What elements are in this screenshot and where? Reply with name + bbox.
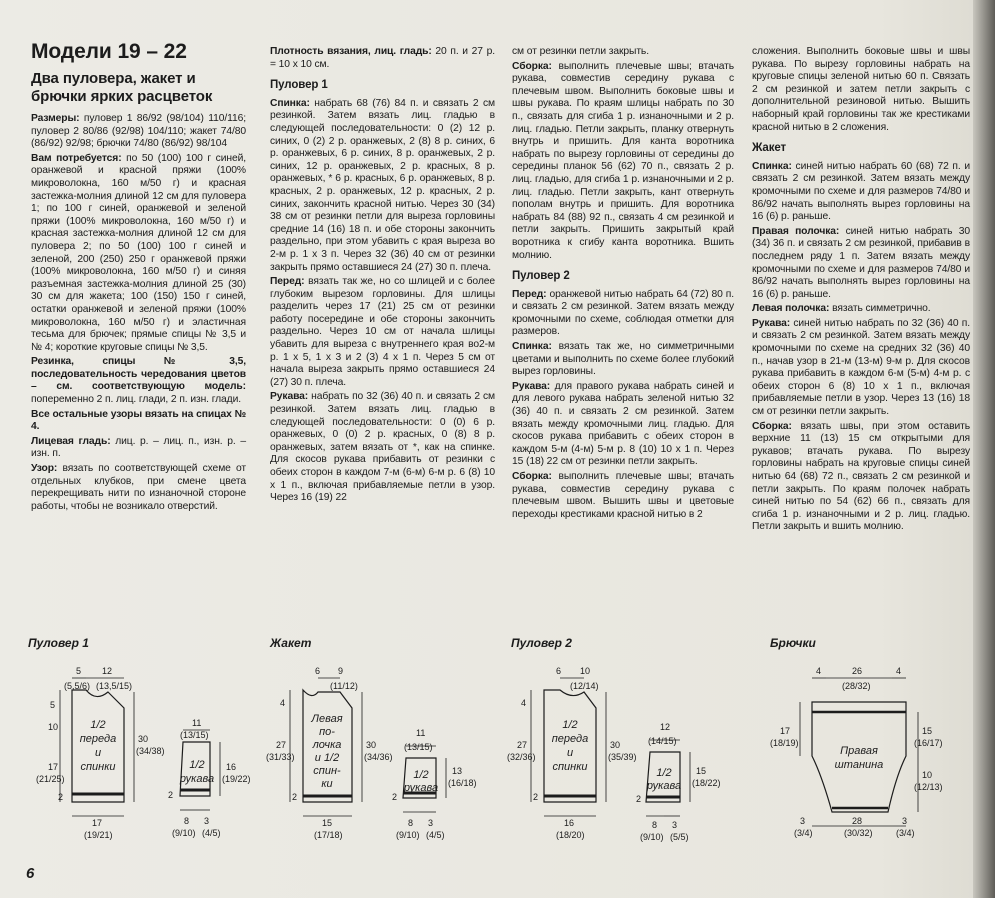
dim: 4 — [280, 698, 286, 708]
back-2-label: Спинка: — [512, 341, 552, 353]
front-text: вязать так же, но со шлицей и с более глубоким вырезом горловины. Для шлицы разделить через 17 (21) 25 см от резинки работу посередине и обе стороны закончить раздельно. Через 10 см от начала шлицы убавить для выреза с внутреннего края во2-м р. 1 x 5, 1 x 3 и 2 (3) 4 x 1 п. Через 5 см от начала выреза закрыть прямо оставшиеся 24 (27) 30 п. плеча. — [270, 276, 495, 388]
dim: 10 — [580, 666, 591, 676]
dim: (13/15) — [404, 742, 433, 752]
dim: 2 — [636, 794, 642, 804]
dim: (5/5) — [670, 832, 689, 842]
front-2-paragraph — [512, 289, 734, 339]
section-heading-jacket: Жакет — [752, 142, 787, 155]
pattern-paragraph — [31, 463, 246, 513]
dim: 17 — [48, 762, 59, 772]
dim: 2 — [168, 790, 174, 800]
front-paragraph — [270, 276, 495, 389]
jacket-sleeves-label: Рукава: — [752, 317, 791, 329]
dim: 8 — [184, 816, 190, 826]
dim: (18/19) — [770, 738, 799, 748]
jacket-piece-label-1: Левая — [311, 713, 343, 725]
pullover-1-piece-label-2: переда — [79, 733, 117, 745]
dim: (28/32) — [842, 681, 871, 691]
dim: (31/33) — [266, 752, 295, 762]
dim: (21/25) — [36, 774, 65, 784]
diagram-title-trousers: Брючки — [770, 636, 816, 650]
dim: 3 — [902, 816, 908, 826]
dim: 27 — [276, 740, 287, 750]
dim: (4/5) — [426, 830, 445, 840]
pullover-2-piece-label-2: переда — [551, 733, 589, 745]
patterns-note-text: Все остальные узоры вязать на спицах № 4. — [31, 408, 246, 433]
dim: (3/4) — [794, 828, 813, 838]
back-paragraph — [270, 98, 495, 274]
sleeves-text: набрать по 32 (36) 40 п. и связать 2 см резинкой. Затем вязать лиц. гладью в следующей последовательности: 0 (0) 6 р. оранжевых, 0 (0) 2 р. красных, 0 (8) 8 р. оранжевых, затем вязать от *, как на спинке. Для скосов рукава прибавить от резинки с обеих сторон в каждом 7-м (6-м) 6-м р. 6 (8) 10 x 1 п., включая прибавляемые петли в узор. Через 16 (19) 22 — [270, 391, 495, 504]
dim: 16 — [226, 762, 237, 772]
materials-label: Вам потребуется: — [31, 152, 122, 164]
dim: 2 — [533, 792, 539, 802]
section-heading-pullover-2: Пуловер 2 — [512, 270, 570, 283]
jacket-piece-label-4: и 1/2 — [314, 752, 340, 764]
dim: (13/15) — [180, 730, 209, 740]
dim: 16 — [564, 818, 575, 828]
rib-text: попеременно 2 п. лиц. глади, 2 п. изн. глади. — [31, 394, 241, 406]
gauge-paragraph — [270, 46, 495, 71]
back-text: набрать 68 (76) 84 п. и связать 2 см резинкой. Затем вязать лиц. гладью в следующей последовательности: 0 (2) 12 р. синих, 0 (2) 2 р. оранжевых, 2 (8) 8 р. синих, 6 р. оранжевых, 6 р. синих, 8 р. оранжевых, 2 р. синих, 12 р. оранжевых, 2 р. красных, 8 р. оранжевых, * 6 р. красных, 6 р. оранжевых, 8 р. красных, 2 р. оранжевых, 12 р. красных, 2 р. синих, закончить красной нитью. Через 30 (34) 38 см от резинки петли для выреза горловины средние 14 (16) 18 п. и обе стороны закончить раздельно, при этом убавить с края выреза во 2-м р. 1 x 3 п. Через 32 (36) 40 см от резинки закрыть прямо оставшиеся 24 (27) 30 п. плеча. — [270, 97, 495, 273]
jacket-back-label: Спинка: — [752, 160, 792, 172]
left-front-text: вязать симметрично. — [829, 303, 931, 315]
pullover-1-body-outline — [72, 690, 124, 802]
rib-paragraph — [31, 356, 246, 406]
schematics-area — [0, 630, 975, 845]
dim: (19/21) — [84, 830, 113, 840]
schematic-labels — [36, 666, 943, 842]
models-title: Модели 19 – 22 — [31, 40, 187, 63]
dim: 5 — [50, 700, 56, 710]
sizes-paragraph — [31, 113, 246, 151]
dim: 26 — [852, 666, 863, 676]
jacket-piece-label-5: спин- — [313, 765, 341, 777]
left-front-paragraph — [752, 303, 970, 316]
dim: 3 — [672, 820, 678, 830]
pullover-2-piece-label-1: 1/2 — [562, 719, 578, 731]
section-heading-pullover-1: Пуловер 1 — [270, 79, 328, 92]
pullover-1-piece-label-3: и — [94, 747, 102, 759]
dim: (12/13) — [914, 782, 943, 792]
right-front-label: Правая полочка: — [752, 225, 840, 237]
pullover-1-piece-label-4: спинки — [80, 761, 116, 773]
assembly-2-continued: сложения. Выполнить боковые швы и швы рукава. По вырезу горловины набрать на круговые спицы зеленой нитью 60 п. Связать 2 см резинкой и затем петли закрыть с дополнительной резиновой нитью. Вышить наборный край горловины так же крестиками красной нитью в 2 сложения. — [752, 46, 970, 133]
dim: 8 — [408, 818, 414, 828]
assembly-2-label: Сборка: — [512, 471, 552, 482]
jacket-piece-label-6: ки — [321, 778, 333, 790]
assembly-2-paragraph — [512, 471, 734, 521]
sleeves-2-label: Рукава: — [512, 380, 551, 392]
pullover-2-sleeve-label-1: 1/2 — [656, 767, 672, 779]
right-front-paragraph — [752, 226, 970, 302]
dim: (4/5) — [202, 828, 221, 838]
sleeves-paragraph — [270, 391, 495, 504]
schematics-svg — [0, 630, 975, 845]
dim: (32/36) — [507, 752, 536, 762]
dim: 17 — [780, 726, 791, 736]
assembly-2-text: выполнить плечевые швы; втачать рукава, совместив середину рукава с плечевым швом. Вышить швы и цветовые переходы крестиками красной нитью в 2 — [512, 471, 734, 520]
dim: 10 — [922, 770, 933, 780]
pullover-1-sleeve-label-1: 1/2 — [189, 759, 205, 771]
pattern-text: вязать по соответствующей схеме от отдельных клубков, при смене цвета перекрещивать нити по изнаночной стороне работы, чтобы не возникало отверстий. — [31, 463, 246, 512]
dim: (9/10) — [396, 830, 420, 840]
front-2-text: оранжевой нитью набрать 64 (72) 80 п. и связать 2 см резинкой. Затем вязать между кромочными по схеме, соблюдая отметки для размеров. — [512, 288, 734, 338]
materials-text: по 50 (100) 100 г синей, оранжевой и красной пряжи (100% микроволокна, 160 м/50 г) и красная застежка-молния длиной 12 см для пуловера 1; по 100 г синей, оранжевой и зеленой пряжи (100% микроволокна, 160 м/50 г) и красная застежка-молния длиной 12 см для пуловера 2; по 50 (100) 100 г синей и зеленой, 200 (250) 250 г оранжевой пряжи (100% микроволокна, 160 м/50 г) и синяя разъемная застежка-молния длиной 25 (30) 30 см для жакета; 100 (150) 150 г синей, остатки оранжевой и зеленой пряжи (100% микроволокна, 160 м/50 г) и эластичная тесьма для брючек; прямые спицы № 3,5 и № 4; короткие круговые спицы № 3,5. — [31, 152, 246, 353]
dim: 28 — [852, 816, 863, 826]
dim: (5,5/6) — [64, 681, 91, 691]
stockinette-label: Лицевая гладь: — [31, 435, 111, 447]
dim: 3 — [204, 816, 210, 826]
rib-label: Резинка, спицы № 3,5, последовательность чередования цветов – см. соответствующую модель: — [31, 356, 246, 393]
trousers-piece-label-1: Правая — [840, 745, 878, 757]
dim: 9 — [338, 666, 344, 676]
dim: 12 — [102, 666, 113, 676]
dim: (35/39) — [608, 752, 637, 762]
dim: (18/22) — [692, 778, 721, 788]
diagram-title-pullover-1: Пуловер 1 — [28, 636, 89, 650]
jacket-piece-label-2: по- — [319, 726, 335, 738]
dim: (12/14) — [570, 681, 599, 691]
sizes-text: пуловер 1 86/92 (98/104) 110/116; пуловер 2 80/86 (92/98) 104/110; жакет 74/80 (86/92) 92/98; брючки 74/80 (86/92) 98/104 — [31, 113, 246, 150]
left-front-label: Левая полочка: — [752, 303, 830, 315]
assembly-text: выполнить плечевые швы; втачать рукава, совместив середину рукава с плечевым швом. Выполнить боковые швы и швы рукава. По краям шлицы набрать по 30 п., связать для сгиба 1 р. изнаночными и 2 р. лиц. гладью. Петли закрыть, планку отвернуть внутрь и пришить. Для канта воротника набрать по вырезу горловины от середины до середины планок 56 (62) 70 п., связать 2 р. лиц. гладью, для сгиба 1 р. изнаночными и 2 р. лиц. гладью. Петли закрыть, кант отвернуть пополам внутрь и пришить. Для воротника набрать 84 (88) 92 п., связать 4 см резинкой и петли закрыть. Пришить закрытый край воротника к сгибу канта воротника. Вшить молнию. — [512, 60, 734, 261]
dim: (11/12) — [330, 681, 358, 691]
jacket-assembly-text: вязать швы, при этом оставить верхние 11 (13) 15 см открытыми для рукавов; втачать рукава. По вырезу горловины набрать на круговые спицы синей нитью 64 (68) 72 п., связать 2 см резинкой и петли закрыть. По краям полочек набрать синей нитью по 54 (62) 66 п., связать для сгиба 1 р. изнаночными и 2 р. лиц. гладью. Петли закрыть и вшить молнию. — [752, 420, 970, 533]
page-number: 6 — [26, 865, 35, 882]
stockinette-text: лиц. р. – лиц. п., изн. р. – изн. п. — [31, 435, 246, 460]
dim: 12 — [660, 722, 671, 732]
dim: 30 — [610, 740, 621, 750]
dim: 11 — [416, 728, 426, 738]
dim: 2 — [292, 792, 298, 802]
sleeves-continued: см от резинки петли закрыть. — [512, 46, 649, 57]
pattern-label: Узор: — [31, 463, 58, 475]
dim: (16/18) — [448, 778, 477, 788]
jacket-back-paragraph — [752, 161, 970, 224]
sizes-label: Размеры: — [31, 113, 80, 124]
dim: 30 — [138, 734, 149, 744]
dim: (34/38) — [136, 746, 165, 756]
dim: 27 — [517, 740, 528, 750]
dim: 2 — [392, 792, 398, 802]
dim: (9/10) — [172, 828, 196, 838]
column-2 — [270, 46, 495, 507]
dim: 2 — [58, 792, 64, 802]
jacket-assembly-label: Сборка: — [752, 420, 792, 432]
dimension-lines — [60, 678, 918, 826]
dim: (16/17) — [914, 738, 943, 748]
dim: (18/20) — [556, 830, 585, 840]
page-binding-shadow — [973, 0, 995, 898]
dim: 11 — [192, 718, 202, 728]
dim: (13,5/15) — [96, 681, 133, 691]
jacket-sleeve-label-1: 1/2 — [413, 769, 429, 781]
dim: 6 — [556, 666, 562, 676]
dim: (3/4) — [896, 828, 915, 838]
assembly-paragraph — [512, 61, 734, 263]
pullover-2-sleeve-label-2: рукава — [646, 780, 682, 792]
front-2-label: Перед: — [512, 288, 547, 300]
dim: 5 — [76, 666, 82, 676]
dim: 6 — [315, 666, 321, 676]
pullover-2-body-outline — [544, 690, 596, 802]
dim: 3 — [428, 818, 434, 828]
diagram-title-pullover-2: Пуловер 2 — [511, 636, 572, 650]
column-1 — [31, 40, 246, 515]
front-label: Перед: — [270, 276, 305, 288]
assembly-label: Сборка: — [512, 60, 552, 72]
schematic-outlines — [72, 690, 906, 812]
dim: 30 — [366, 740, 377, 750]
dim: 10 — [48, 722, 59, 732]
dim: 15 — [696, 766, 707, 776]
dim: (30/32) — [844, 828, 873, 838]
dim: (34/36) — [364, 752, 393, 762]
dim: 15 — [322, 818, 333, 828]
dim: 17 — [92, 818, 103, 828]
dim: 4 — [896, 666, 902, 676]
back-2-paragraph — [512, 341, 734, 379]
dim: (19/22) — [222, 774, 251, 784]
dim: 15 — [922, 726, 933, 736]
diagram-title-jacket: Жакет — [270, 636, 312, 650]
pullover-1-piece-label-1: 1/2 — [90, 719, 106, 731]
trousers-piece-label-2: штанина — [834, 759, 884, 771]
dim: 13 — [452, 766, 463, 776]
jacket-back-text: синей нитью набрать 60 (68) 72 п. и связать 2 см резинкой. Затем вязать между кромочными по схеме и для размеров 74/80 и 86/92 начать выполнять вырез горловины на 16 (6) р. раньше. — [752, 160, 970, 223]
column-3 — [512, 46, 734, 523]
pullover-2-piece-label-4: спинки — [552, 761, 588, 773]
dim: 4 — [521, 698, 527, 708]
dim: (9/10) — [640, 832, 664, 842]
materials-paragraph — [31, 153, 246, 355]
dim: 4 — [816, 666, 822, 676]
dim: 3 — [800, 816, 806, 826]
sleeves-label: Рукава: — [270, 391, 309, 403]
pullover-2-piece-label-3: и — [566, 747, 574, 759]
gauge-label: Плотность вязания, лиц. гладь: — [270, 46, 432, 57]
column-4 — [752, 46, 970, 536]
back-label: Спинка: — [270, 97, 310, 109]
patterns-note — [31, 409, 246, 434]
pullover-1-sleeve-label-2: рукава — [179, 773, 215, 785]
right-front-text: синей нитью набрать 30 (34) 36 п. и связать 2 см резинкой, прибавив в последнем ряду 1 п. Затем вязать между кромочными по схеме и для размеров 74/80 и 86/92 начать выполнять вырез горловины на 16 (6) р. раньше. — [752, 225, 970, 300]
jacket-piece-label-3: лочка — [312, 739, 342, 751]
back-2-text: вязать так же, но симметричными цветами и выполнить по схеме более глубокий вырез горловины. — [512, 341, 734, 378]
dim: (17/18) — [314, 830, 343, 840]
jacket-sleeve-label-2: рукава — [403, 782, 439, 794]
jacket-sleeves-paragraph — [752, 318, 970, 419]
stockinette-paragraph — [31, 436, 246, 461]
dim: (14/15) — [648, 736, 677, 746]
sleeves-2-text: для правого рукава набрать синей и для левого рукава набрать зеленой нитью 32 (36) 40 п. и связать 2 см резинкой. Затем вязать между кромочными лиц. гладью. Для скосов рукава прибавить с обеих сторон в каждом 5-м (4-м) 5-м р. 8 (10) 10 x 1 п. Через 15 (18) 22 см от резинки петли закрыть. — [512, 380, 734, 468]
sleeves-2-paragraph — [512, 381, 734, 469]
gauge-text: 20 п. и 27 р. = 10 x 10 см. — [270, 46, 495, 70]
trousers-outline — [812, 702, 906, 812]
jacket-assembly-paragraph — [752, 421, 970, 534]
jacket-sleeves-text: синей нитью набрать по 32 (36) 40 п. и связать 2 см резинкой. Затем вязать между кромочными по схеме на средних 32 (36) 40 п., начав узор в 21-м (13-м) 9-м р. Для скосов рукава прибавить в каждом 6-м (5-м) 4-м р. с обеих сторон 6 (8) 10 x 1 п., включая прибавляемые петли в узор. Через 13 (16) 18 см от резинки петли закрыть. — [752, 317, 970, 418]
models-subtitle: Два пуловера, жакет и брючки ярких расцветок — [31, 70, 213, 105]
dim: 8 — [652, 820, 658, 830]
